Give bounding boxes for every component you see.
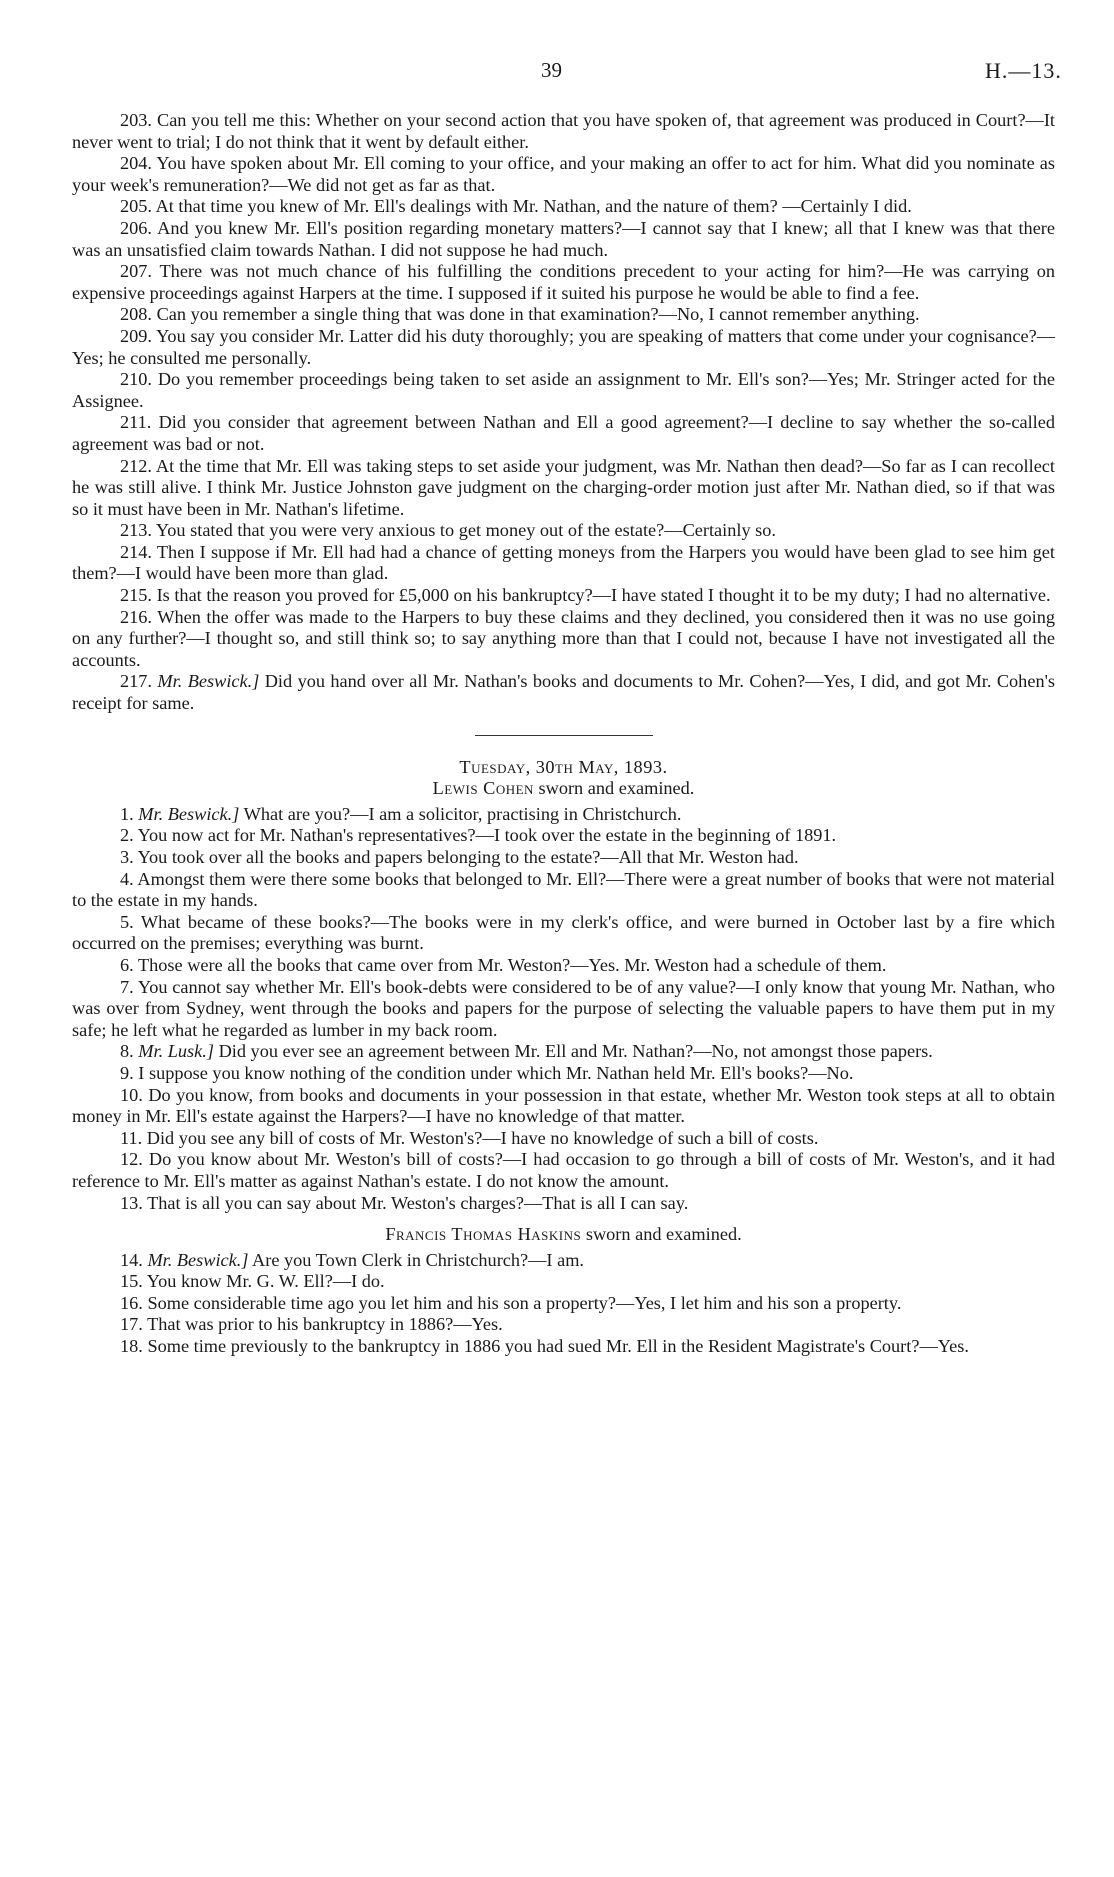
- question-paragraph: [72, 261, 1055, 304]
- question-number: 8.: [120, 1041, 134, 1062]
- section-divider: [475, 735, 653, 736]
- question-number: 217.: [120, 671, 152, 692]
- question-paragraph: [72, 1314, 1055, 1336]
- question-answer-text: That is all you can say about Mr. Weston's charges?—That is all I can say.: [147, 1192, 689, 1213]
- witness-name: Lewis Cohen: [432, 778, 534, 799]
- question-answer-text: When the offer was made to the Harpers to buy these claims and they declined, you considered then it was no use going on any further?—I thought so, and still think so; to say anything more than that I could not, because I have not investigated all the accounts.: [72, 606, 1055, 670]
- question-paragraph: [72, 912, 1055, 955]
- question-answer-text: Do you know, from books and documents in your possession in that estate, whether Mr. Weston took steps at all to obtain money in Mr. Ell's estate against the Harpers?—I have no knowledge of that matter.: [72, 1084, 1055, 1127]
- question-paragraph: [72, 1085, 1055, 1128]
- question-paragraph: [72, 607, 1055, 672]
- question-paragraph: [72, 847, 1055, 869]
- question-paragraph: [72, 1041, 1055, 1063]
- question-number: 213.: [120, 520, 152, 541]
- question-answer-text: At the time that Mr. Ell was taking steps to set aside your judgment, was Mr. Nathan then dead?—So far as I can recollect he was still alive. I think Mr. Justice Johnston gave judgment on the charging-order motion just after Mr. Nathan died, so if that was so it must have been in Mr. Nathan's lifetime.: [72, 455, 1055, 519]
- question-paragraph: [72, 1293, 1055, 1315]
- question-paragraph: [72, 369, 1055, 412]
- question-number: 205.: [120, 196, 152, 217]
- document-body: [72, 110, 1055, 1358]
- question-answer-text: You stated that you were very anxious to get money out of the estate?—Certainly so.: [155, 520, 776, 541]
- question-number: 207.: [120, 261, 152, 282]
- document-reference: H.—13.: [985, 58, 1062, 83]
- question-paragraph: [72, 1193, 1055, 1215]
- question-number: 214.: [120, 541, 152, 562]
- question-answer-text: Are you Town Clerk in Christchurch?—I am.: [252, 1249, 584, 1270]
- question-answer-text: Some time previously to the bankruptcy in 1886 you had sued Mr. Ell in the Resident Magistrate's Court?—Yes.: [147, 1336, 969, 1357]
- question-paragraph: [72, 825, 1055, 847]
- question-paragraph: [72, 955, 1055, 977]
- question-paragraph: [72, 977, 1055, 1042]
- examiner-name: Mr. Beswick.]: [147, 1249, 249, 1270]
- examiner-name: Mr. Lusk.]: [138, 1041, 214, 1062]
- question-number: 4.: [120, 868, 134, 889]
- question-number: 216.: [120, 606, 152, 627]
- question-answer-text: What are you?—I am a solicitor, practising in Christchurch.: [243, 803, 682, 824]
- question-answer-text: You took over all the books and papers belonging to the estate?—All that Mr. Weston had.: [137, 847, 799, 867]
- question-number: 2.: [120, 825, 134, 846]
- question-paragraph: [72, 804, 1055, 826]
- witness-name: Francis Thomas Haskins: [385, 1224, 582, 1245]
- question-paragraph: [72, 326, 1055, 369]
- page-header: [0, 58, 1114, 88]
- section-haskins-examination: [72, 1250, 1055, 1358]
- question-number: 10.: [120, 1084, 143, 1105]
- question-paragraph: [72, 585, 1055, 607]
- date-heading: Tuesday, 30th May, 1893.: [459, 756, 668, 777]
- question-answer-text: There was not much chance of his fulfilling the conditions precedent to your acting for him?—He was carrying on expensive proceedings against Harpers at the time. I supposed if it suited his purpose he would be able to find a fee.: [72, 261, 1055, 303]
- question-number: 6.: [120, 954, 134, 975]
- question-answer-text: And you knew Mr. Ell's position regarding monetary matters?—I cannot say that I knew; all that I knew was that there was an unsatisfied claim towards Nathan. I did not suppose he had much.: [72, 217, 1056, 260]
- question-answer-text: What became of these books?—The books were in my clerk's office, and were burned in October last by a fire which occurred on the premises; everything was burnt.: [72, 911, 1055, 954]
- question-paragraph: [72, 412, 1055, 455]
- witness-heading-haskins: [72, 1224, 1055, 1246]
- question-number: 215.: [120, 585, 152, 606]
- question-answer-text: Did you see any bill of costs of Mr. Weston's?—I have no knowledge of such a bill of costs.: [146, 1127, 819, 1148]
- question-number: 14.: [120, 1249, 143, 1270]
- question-answer-text: At that time you knew of Mr. Ell's dealings with Mr. Nathan, and the nature of them? —Certainly I did.: [155, 196, 912, 217]
- question-answer-text: Did you ever see an agreement between Mr. Ell and Mr. Nathan?—No, not amongst those papers.: [218, 1041, 933, 1062]
- examiner-name: Mr. Beswick.]: [157, 671, 260, 692]
- question-answer-text: You cannot say whether Mr. Ell's book-debts were considered to be of any value?—I only know that young Mr. Nathan, who was over from Sydney, went through the books and papers for the purpose of selecting the valuable papers to have them put in my safe; he left what he regarded as lumber in my back room.: [72, 976, 1055, 1040]
- question-number: 212.: [120, 455, 152, 476]
- question-paragraph: [72, 153, 1055, 196]
- question-paragraph: [72, 869, 1055, 912]
- question-answer-text: You have spoken about Mr. Ell coming to your office, and your making an offer to act for him. What did you nominate as your week's remuneration?—We did not get as far as that.: [72, 153, 1055, 195]
- question-answer-text: I suppose you know nothing of the condition under which Mr. Nathan held Mr. Ell's books?—No.: [138, 1062, 854, 1083]
- question-number: 208.: [120, 304, 152, 325]
- question-number: 204.: [120, 153, 152, 174]
- question-number: 9.: [120, 1062, 134, 1083]
- question-paragraph: [72, 1128, 1055, 1150]
- question-number: 11.: [120, 1127, 143, 1148]
- section-cohen-examination: [72, 804, 1055, 1214]
- question-paragraph: [72, 1250, 1055, 1272]
- question-answer-text: You know Mr. G. W. Ell?—I do.: [146, 1271, 385, 1292]
- question-number: 209.: [120, 325, 152, 346]
- question-number: 17.: [120, 1314, 143, 1335]
- question-answer-text: Did you hand over all Mr. Nathan's books and documents to Mr. Cohen?—Yes, I did, and got Mr. Cohen's receipt for same.: [72, 671, 1055, 714]
- question-paragraph: [72, 542, 1055, 585]
- question-paragraph: [72, 304, 1055, 326]
- question-paragraph: [72, 196, 1055, 218]
- question-paragraph: [72, 1271, 1055, 1293]
- question-paragraph: [72, 1336, 1055, 1358]
- question-number: 1.: [120, 803, 134, 824]
- witness-suffix: sworn and examined.: [538, 778, 695, 799]
- examiner-name: Mr. Beswick.]: [138, 803, 240, 824]
- question-answer-text: Is that the reason you proved for £5,000 on his bankruptcy?—I have stated I thought it to be my duty; I had no alternative.: [156, 585, 1051, 606]
- question-paragraph: [72, 110, 1055, 153]
- question-number: 210.: [120, 369, 152, 390]
- question-paragraph: [72, 671, 1055, 714]
- question-number: 211.: [120, 412, 152, 433]
- question-answer-text: Can you remember a single thing that was done in that examination?—No, I cannot remember anything.: [156, 304, 920, 325]
- question-answer-text: Some considerable time ago you let him and his son a property?—Yes, I let him and his son a property.: [147, 1292, 902, 1313]
- question-number: 18.: [120, 1336, 143, 1357]
- question-number: 16.: [120, 1292, 143, 1313]
- question-answer-text: That was prior to his bankruptcy in 1886?—Yes.: [147, 1314, 503, 1335]
- question-number: 7.: [120, 976, 134, 997]
- page-number: 39: [541, 58, 562, 82]
- question-answer-text: You say you consider Mr. Latter did his duty thoroughly; you are speaking of matters that come under your cognisance?—Yes; he consulted me personally.: [72, 325, 1055, 368]
- question-answer-text: Did you consider that agreement between Nathan and Ell a good agreement?—I decline to say whether the so-called agreement was bad or not.: [72, 412, 1055, 454]
- question-answer-text: Do you know about Mr. Weston's bill of costs?—I had occasion to go through a bill of costs of Mr. Weston's, and it had reference to Mr. Ell's matter as against Nathan's estate. I do not know the amount.: [72, 1149, 1055, 1191]
- question-number: 203.: [120, 110, 152, 130]
- question-answer-text: Those were all the books that came over from Mr. Weston?—Yes. Mr. Weston had a schedule of them.: [137, 954, 887, 975]
- question-number: 206.: [120, 217, 152, 238]
- question-answer-text: You now act for Mr. Nathan's representatives?—I took over the estate in the beginning of 1891.: [137, 825, 837, 846]
- question-answer-text: Do you remember proceedings being taken to set aside an assignment to Mr. Ell's son?—Yes; Mr. Stringer acted for the Assignee.: [72, 369, 1056, 411]
- witness-suffix: sworn and examined.: [585, 1224, 742, 1245]
- question-answer-text: Amongst them were there some books that belonged to Mr. Ell?—There were a great number of books that were not material to the estate in my hands.: [72, 868, 1056, 911]
- question-paragraph: [72, 1149, 1055, 1192]
- question-number: 5.: [120, 911, 134, 932]
- question-paragraph: [72, 1063, 1055, 1085]
- question-number: 12.: [120, 1149, 143, 1170]
- question-number: 15.: [120, 1271, 143, 1292]
- witness-heading-cohen: [72, 778, 1055, 800]
- question-number: 3.: [120, 847, 134, 867]
- question-paragraph: [72, 456, 1055, 521]
- question-answer-text: Then I suppose if Mr. Ell had had a chance of getting moneys from the Harpers you would have been glad to see him get them?—I would have been more than glad.: [72, 541, 1055, 584]
- question-paragraph: [72, 218, 1055, 261]
- question-answer-text: Can you tell me this: Whether on your second action that you have spoken of, that agreement was produced in Court?—It never went to trial; I do not think that it went by default either.: [72, 110, 1055, 152]
- question-paragraph: [72, 520, 1055, 542]
- question-number: 13.: [120, 1192, 143, 1213]
- section-latter-examination: [72, 110, 1055, 715]
